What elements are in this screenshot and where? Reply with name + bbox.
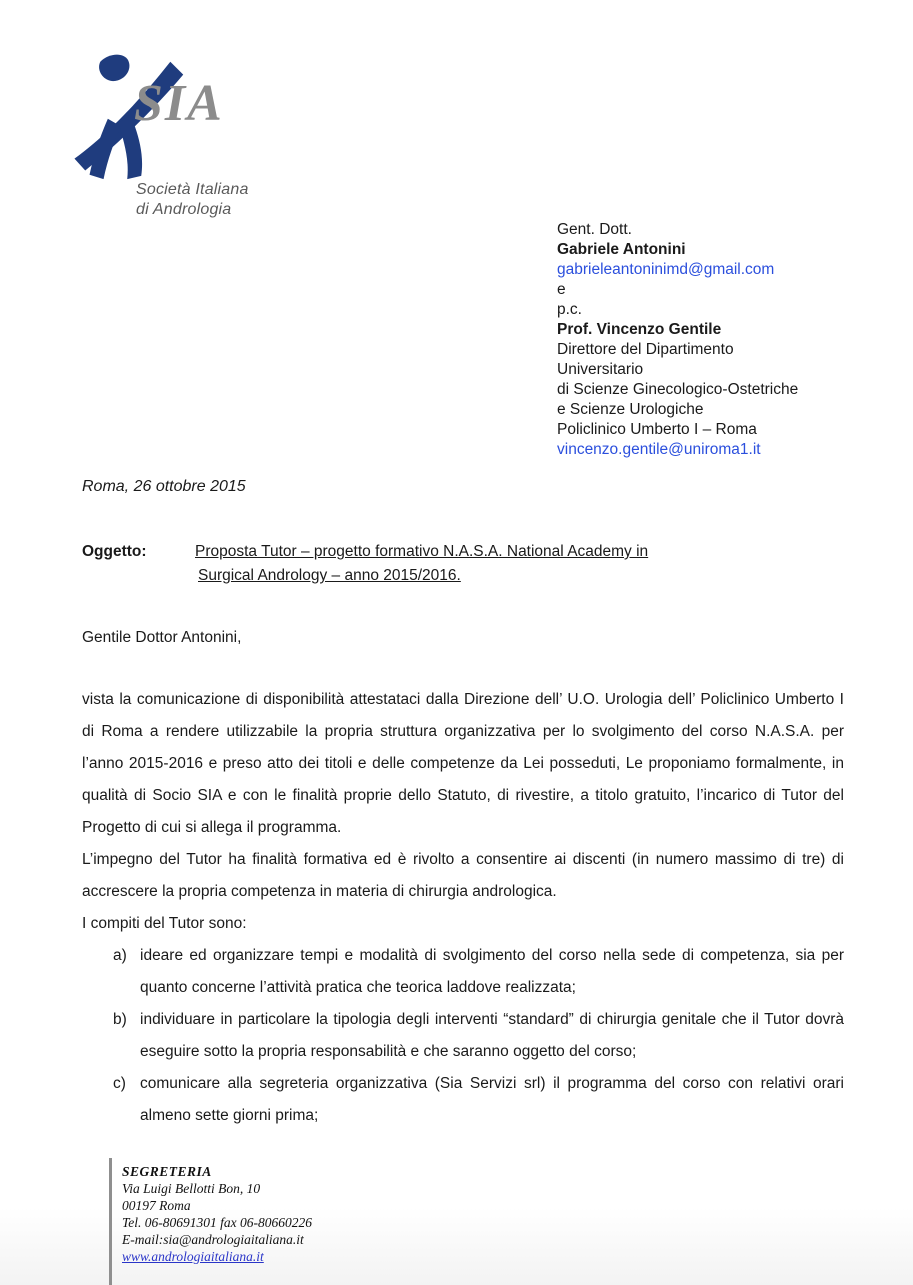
tagline-line2: di Andrologia [136, 201, 232, 218]
recipient-role-line4: e Scienze Urologiche [557, 401, 704, 418]
subject-line2: Surgical Andrology – anno 2015/2016. [198, 567, 461, 584]
footer-address-line1: Via Luigi Bellotti Bon, 10 [122, 1181, 261, 1196]
tagline-line1: Società Italiana [136, 181, 249, 198]
body-paragraph-2: L’impegno del Tutor ha finalità formativa ed è rivolto a consentire ai discenti (in numero massimo di tre) di accrescere la propria competenza in materia di chirurgia andrologica. [82, 851, 844, 900]
list-marker-b: b) [113, 1011, 127, 1028]
list-marker-a: a) [113, 947, 127, 964]
letter-body [82, 622, 844, 1132]
footer-website-link[interactable]: www.andrologiaitaliana.it [122, 1249, 264, 1264]
recipient-role-line3: di Scienze Ginecologico-Ostetriche [557, 381, 799, 398]
recipient-name-1: Gabriele Antonini [557, 241, 686, 258]
list-text-a: ideare ed organizzare tempi e modalità di svolgimento del corso nella sede di competenza, sia per quanto concerne l’attività pratica che teorica laddove realizzata; [140, 947, 844, 996]
date-line: Roma, 26 ottobre 2015 [82, 478, 246, 495]
recipient-email-2-link[interactable]: vincenzo.gentile@uniroma1.it [557, 441, 761, 458]
recipient-block [557, 220, 897, 460]
recipient-conjunction: e [557, 281, 566, 298]
subject-label: Oggetto: [82, 543, 147, 560]
list-text-c: comunicare alla segreteria organizzativa (Sia Servizi srl) il programma del corso con relativi orari almeno sette giorni prima; [140, 1075, 844, 1124]
body-salutation: Gentile Dottor Antonini, [82, 629, 242, 646]
task-list-item-a [82, 940, 844, 1004]
footer-address-line2: 00197 Roma [122, 1198, 191, 1213]
sia-logo [66, 52, 326, 222]
recipient-role-line2: Universitario [557, 361, 644, 378]
recipient-name-2: Prof. Vincenzo Gentile [557, 321, 722, 338]
list-marker-c: c) [113, 1075, 126, 1092]
task-list-item-c [82, 1068, 844, 1132]
footer-email: E-mail:sia@andrologiaitaliana.it [122, 1232, 304, 1247]
recipient-role-line1: Direttore del Dipartimento [557, 341, 734, 358]
body-paragraph-3: I compiti del Tutor sono: [82, 915, 247, 932]
subject-line1: Proposta Tutor – progetto formativo N.A.S.A. National Academy in [195, 543, 649, 560]
sia-logo-text: SIA [134, 75, 224, 132]
footer-vertical-rule [109, 1158, 112, 1285]
sia-logo-tagline [136, 180, 249, 220]
footer-block [122, 1163, 482, 1265]
task-list-item-b [82, 1004, 844, 1068]
recipient-email-1-link[interactable]: gabrieleantoninimd@gmail.com [557, 261, 775, 278]
footer-phone: Tel. 06-80691301 fax 06-80660226 [122, 1215, 312, 1230]
subject-block [82, 540, 822, 588]
recipient-pc: p.c. [557, 301, 582, 318]
recipient-role-line5: Policlinico Umberto I – Roma [557, 421, 757, 438]
recipient-salutation: Gent. Dott. [557, 221, 632, 238]
footer-title: SEGRETERIA [122, 1164, 212, 1179]
body-paragraph-1: vista la comunicazione di disponibilità attestataci dalla Direzione dell’ U.O. Urologia dell’ Policlinico Umberto I di Roma a rendere utilizzabile la propria struttura organizzativa per lo svolgimento del corso N.A.S.A. per l’anno 2015-2016 e preso atto dei titoli e delle competenze da Lei posseduti, Le proponiamo formalmente, in qualità di Socio SIA e con le finalità proprie dello Statuto, di rivestire, a titolo gratuito, l’incarico di Tutor del Progetto di cui si allega il programma. [82, 691, 844, 836]
list-text-b: individuare in particolare la tipologia degli interventi “standard” di chirurgia genitale che il Tutor dovrà eseguire sotto la propria responsabilità e che saranno oggetto del corso; [140, 1011, 844, 1060]
subject-text [195, 540, 822, 588]
